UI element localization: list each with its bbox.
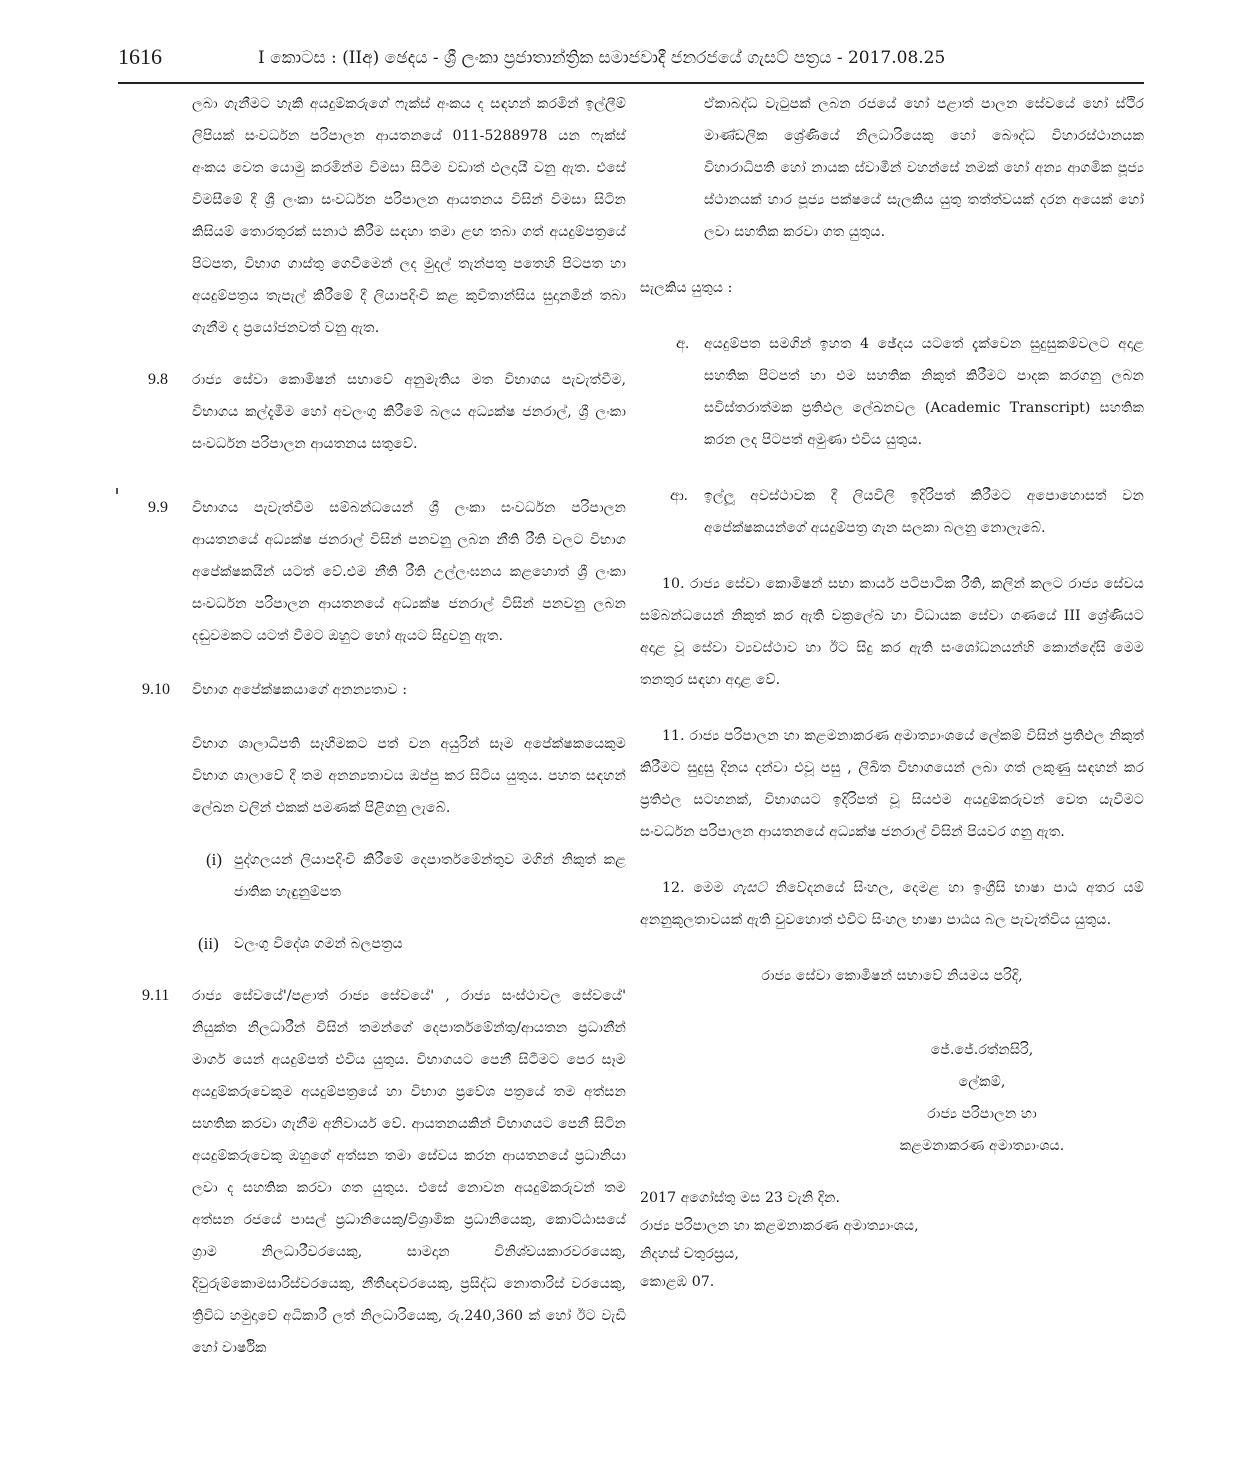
- signatory-title: ලේකම්,: [958, 1074, 1006, 1090]
- section-text: විභාගය පැවැත්වීම සම්බන්ධයෙන් ශ්‍රී ලංකා සංවර්ධන පරිපාලන ආයතනයේ අධ්‍යක්ෂ ජනරාල් විසින් පනවනු ලබන නීති රීති වලට විභාග අපේක්ෂකයින් යටත් වේ.එම නීති රීති උල්ලංඝනය කළහොත් ශ්‍රී ලංකා සංවර්ධන පරිපාලන ආයතනයේ අධ්‍යක්ෂ ජනරාල් විසින් පනවනු ලබන දඬුවමකට යටත් වීමට ඔහුට හෝ ඇයට සිදුවනු ඇත.: [192, 500, 626, 644]
- address-line-3: කොළඹ 07.: [640, 1274, 715, 1290]
- address-line-2: නිදහස් චතුරස්‍රය,: [640, 1246, 739, 1262]
- paragraph-12: [640, 872, 1144, 936]
- note-text: ඉල්ලූ අවස්ථාවක දී ලියවිලි ඉදිරිපත් කිරීමට අපොහොසත් වන අපේක්ෂකයන්ගේ අයදුම්පත්‍ර ගැන සලකා බලනු නොලැබේ.: [704, 488, 1144, 536]
- list-item-ii: [118, 928, 626, 960]
- signatory-org-line1: රාජ්‍ය පරිපාලන හා: [927, 1106, 1037, 1122]
- date-address-block: [640, 1184, 1144, 1296]
- note-item-a: [640, 328, 1144, 456]
- left-column: [118, 88, 626, 1364]
- note-title: සැලකිය යුතුය :: [640, 280, 733, 296]
- note-text: අයදුම්පත සමගින් ඉහත 4 ඡේදය යටතේ දැක්වෙන සුදුසුකම්වලට අදාළ සහතික පිටපත් හා එම සහතික නිකුත් කිරීමට පාදක කරගනු ලබන සවිස්තරාත්මක ප්‍රතිඵල ලේඛනවල (Academic Transcript) සහතික කරන ලද පිටපත් අමුණා එවිය යුතුය.: [704, 336, 1144, 448]
- paragraph-11: 11. රාජ්‍ය පරිපාලන හා කළමනාකරණ අමාත්‍යාංශයේ ලේකම් විසින් ප්‍රතිඵල නිකුත් කිරීමට සුදුසු දිනය දන්වා එවූ පසු , ලිඛිත විභාගයෙන් ලබා ගත් ලකුණු සඳහන් කර ප්‍රතිඵල සටහනක්, විභාගයට ඉදිරිපත් වූ සියළුම අයදුම්කරුවන් වෙත යැවීමට සංවර්ධන පරිපාලන ආයතනයේ අධ්‍යක්ෂ ජනරාල් විසින් පියවර ගනු ඇත.: [640, 728, 1144, 840]
- list-label: (i): [206, 850, 223, 869]
- section-text: රාජ්‍ය සේවා කොමිෂන් සභාවේ අනුමැතිය මත විභාගය පැවැත්වීම, විභාගය කල්දැමීම හෝ අවලංගු කිරීමේ බලය අධ්‍යක්ෂ ජනරාල්, ශ්‍රී ලංකා සංවර්ධන පරිපාලන ආයතනය සතුවේ.: [192, 372, 626, 452]
- section-9-11: [118, 980, 626, 1364]
- paragraph-12-end: නිවේදනයේ සිංහල, දෙමළ හා ඉංග්‍රීසි භාෂා පාඨ අතර යම් අනනුකූලතාවයක් ඇති වුවහොත් එවිට සිංහල භාෂා පාඨය බල පැවැත්විය යුතුය.: [640, 880, 1144, 928]
- paragraph-12-start: 12. මෙම: [662, 880, 733, 896]
- section-number: 9.11: [142, 987, 170, 1004]
- note-label: ආ.: [670, 488, 688, 504]
- section-9-8: [118, 364, 626, 460]
- list-text: වලංගු විදේශ ගමන් බලපත්‍රය: [234, 936, 403, 952]
- signature-block: [820, 1034, 1144, 1162]
- section-text: විභාග ශාලාධිපති සෑහීමකට පත් වන අයුරින් සෑම අපේක්ෂකයෙකුම විභාග ශාලාවේ දී තම අනන්‍යතාවය ඔප්පු කර සිටිය යුතුය. පහත සඳහන් ලේඛන වලින් එකක් පමණක් පිළිගනු ලැබේ.: [192, 736, 626, 816]
- order-line: රාජ්‍ය සේවා කොමිෂන් සභාවේ නියමය පරිදි,: [761, 968, 1023, 984]
- note-label: අ.: [676, 336, 689, 352]
- list-text: පුද්ගලයන් ලියාපදිංචි කිරීමේ දෙපාර්තමේන්තුව මගින් නිකුත් කළ ජාතික හැඳුනුම්පත: [234, 852, 626, 900]
- paragraph-10: 10. රාජ්‍ය සේවා කොමිෂන් සභා කාර්ය පටිපාටික රීති, කලින් කලට රාජ්‍ය සේවය සම්බන්ධයෙන් නිකුත් කර ඇති චක්‍රලේඛ හා විධායක සේවා ගණයේ III ශ්‍රේණියට අදාළ වූ සේවා ව්‍යවස්ථාව හා ඊට සිදු කර ඇති සංශෝධනයන්හි කොන්දේසි මෙම තනතුර සඳහා අදාළ වේ.: [640, 576, 1144, 688]
- continuation-paragraph: ඒකාබද්ධ වැටුපක් ලබන රජයේ හෝ පළාත් පාලන සේවයේ හෝ ස්ථිර මාණ්ඩලික ශ්‍රේණියේ නිලධාරියෙකු හෝ බෞද්ධ විහාරස්ථානයක විහාරාධිපති හෝ නායක ස්වාමීන් වහන්සේ නමක් හෝ අන්‍ය ආගමික පූජ්‍ය ස්ථානයක් හාර පූජ්‍ය පක්ෂයේ සැලකිය යුතු තත්ත්වයක් දරන අයෙක් හෝ ලවා සහතික කරවා ගත යුතුය.: [704, 96, 1144, 240]
- signatory-name: ජේ.ජේ.රත්නසිරි,: [930, 1042, 1034, 1058]
- section-number: 9.8: [148, 371, 168, 388]
- issue-date: 2017 අගෝස්තු මස 23 වැනි දින.: [640, 1190, 841, 1206]
- page-number: 1616: [118, 44, 162, 69]
- list-label: (ii): [198, 934, 219, 953]
- gazette-title: I කොටස : (IIඅ) ඡෙදය - ශ්‍රී ලංකා ප්‍රජාතාන්ත්‍රික සමාජවාදී ජනරජයේ ගැසට් පත්‍රය - 2017.08.25: [258, 48, 946, 68]
- intro-paragraph: ලබා ගැනීමට හැකි අයදුම්කරුගේ ෆැක්ස් අංකය ද සඳහන් කරමින් ඉල්ලීම් ලිපියක් සංවර්ධන පරිපාලන ආයතනයේ 011-5288978 යන ෆැක්ස් අංකය වෙත යොමු කරමින්ම විමසා සිටීම වඩාත් ඵලදායී වනු ඇත. එසේ විමසීමේ දී ශ්‍රී ලංකා සංවර්ධන පරිපාලන ආයතනය විසින් විමසා සිටින කිසියම් තොරතුරක් සනාථ කිරීම සඳහා තමා ළඟ තබා ගත් අයදුම්පත්‍රයේ පිටපත, විභාග ගාස්තු ගෙවීමෙන් ලද මුදල් තැන්පතු පතෙහි පිටපත හා අයදුම්පත්‍රය තැපැල් කිරීමේ දී ලියාපදිංචි කළ කුවිතාන්සිය සුදානමින් තබා ගැනීම ද ප්‍රයෝජනවත් වනු ඇත.: [192, 96, 626, 336]
- signatory-org-line2: කළමනාකරණ අමාත්‍යාංශය.: [899, 1138, 1065, 1154]
- gazette-word: ගැසට්: [732, 880, 767, 896]
- page-header: [118, 44, 1144, 80]
- section-number: 9.9: [148, 499, 168, 516]
- section-9-9: [118, 492, 626, 652]
- right-column: [640, 88, 1144, 1296]
- address-line-1: රාජ්‍ය පරිපාලන හා කළමනාකරණ අමාත්‍යාංශය,: [640, 1218, 919, 1234]
- header-rule: [118, 82, 1144, 84]
- section-title: විභාග අපේක්ෂකයාගේ අනන්‍යතාව :: [192, 682, 408, 698]
- section-9-10: [118, 674, 626, 824]
- section-text: රාජ්‍ය සේවයේ'/පළාත් රාජ්‍ය සේවයේ' , රාජ්‍ය සංස්ථාවල සේවයේ' නියුක්ත නිලධාරීන් විසින් තමන්ගේ දෙපාර්තමේන්තු/ආයතන ප්‍රධානීන් මාර්ග යෙන් අයදුම්පත් එවිය යුතුය. විභාගයට පෙනී සිටීමට පෙර සෑම අයදුම්කරුවෙකුම අයදුම්පත්‍රයේ හා විභාග ප්‍රවේශ පත්‍රයේ තම අත්සන සහතික කරවා ගැනීම අනිවාර්ය වේ. ආයතනයකින් විභාගයට පෙනී සිටින අයදුම්කරුවෙකු ඔහුගේ අත්සන තමා සේවය කරන ආයතනයේ ප්‍රධානියා ලවා ද සහතික කරවා ගත යුතුය. එසේ නොවන අයදුම්කරුවන් තම අත්සන රජයේ පාසල් ප්‍රධානියෙකු/විශ්‍රාමික ප්‍රධානියෙකු, කොට්ඨාසයේ ග්‍රාම නිලධාරීවරයෙකු, සාමදාන විනිශ්චයකාරවරයෙකු, දිවුරුම්කොමසාරිස්වරයෙකු, නීතීඥවරයෙකු, ප්‍රසිද්ධ නොතාරිස් වරයෙකු, ත්‍රිවිධ හමුදාවේ අධිකාරී ලත් නිලධාරියෙකු, රු.240,360 ක් හෝ ඊට වැඩි හෝ වාර්ෂික: [192, 988, 626, 1356]
- note-item-aa: [640, 480, 1144, 544]
- list-item-i: [118, 844, 626, 908]
- section-number: 9.10: [142, 681, 170, 698]
